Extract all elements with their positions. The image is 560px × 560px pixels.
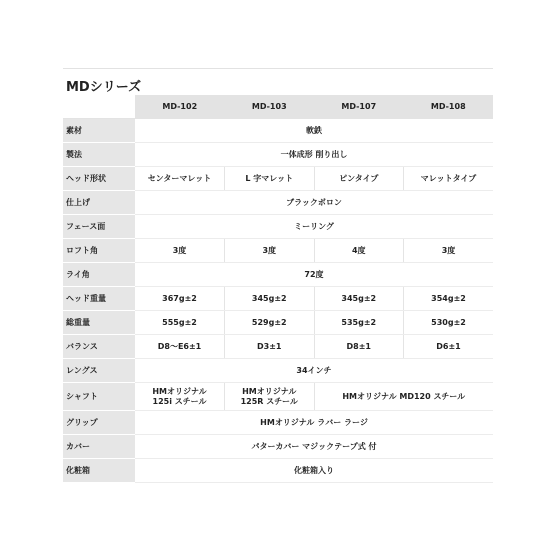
cell-line: 125i スチール (152, 396, 207, 406)
cell-value: パターカバー マジックテープ式 付 (135, 435, 493, 459)
row-label: 素材 (63, 119, 135, 143)
top-divider (63, 68, 493, 69)
row-label: 化粧箱 (63, 459, 135, 483)
cell-value: 3度 (135, 239, 225, 263)
row-label: 仕上げ (63, 191, 135, 215)
table-row (63, 167, 493, 191)
cell-value: 34インチ (135, 359, 493, 383)
table-row (63, 263, 493, 287)
model-header: MD-108 (404, 95, 494, 119)
table-row (63, 239, 493, 263)
row-label: カバー (63, 435, 135, 459)
table-row (63, 215, 493, 239)
row-label: 製法 (63, 143, 135, 167)
table-row (63, 335, 493, 359)
model-header: MD-102 (135, 95, 225, 119)
row-label: シャフト (63, 383, 135, 411)
cell-value: ブラックボロン (135, 191, 493, 215)
cell-value: 367g±2 (135, 287, 225, 311)
table-row (63, 143, 493, 167)
row-label: ロフト角 (63, 239, 135, 263)
cell-value: 72度 (135, 263, 493, 287)
cell-value: D3±1 (225, 335, 315, 359)
cell-value: 529g±2 (225, 311, 315, 335)
table-row (63, 383, 493, 411)
section-title: MDシリーズ (66, 80, 142, 95)
cell-value: ピンタイプ (314, 167, 404, 191)
table-row (63, 191, 493, 215)
cell-value: 一体成形 削り出し (135, 143, 493, 167)
cell-value: 3度 (225, 239, 315, 263)
cell-value: HMオリジナル ラバー ラージ (135, 411, 493, 435)
model-header: MD-103 (225, 95, 315, 119)
cell-value: 535g±2 (314, 311, 404, 335)
table-row (63, 435, 493, 459)
cell-value: 化粧箱入り (135, 459, 493, 483)
cell-value: 530g±2 (404, 311, 494, 335)
cell-value: HMオリジナル MD120 スチール (314, 383, 493, 411)
cell-value: 4度 (314, 239, 404, 263)
cell-value: 354g±2 (404, 287, 494, 311)
cell-value: 345g±2 (314, 287, 404, 311)
cell-value: 軟鉄 (135, 119, 493, 143)
cell-value: センターマレット (135, 167, 225, 191)
row-label: ヘッド重量 (63, 287, 135, 311)
table-row (63, 119, 493, 143)
header-corner (63, 95, 135, 119)
cell-value (135, 383, 225, 411)
table-row (63, 287, 493, 311)
row-label: 総重量 (63, 311, 135, 335)
model-header: MD-107 (314, 95, 404, 119)
table-row (63, 311, 493, 335)
row-label: レングス (63, 359, 135, 383)
spec-table (63, 95, 493, 483)
cell-value (225, 383, 315, 411)
cell-value: 345g±2 (225, 287, 315, 311)
cell-line: HMオリジナル (152, 386, 207, 396)
cell-line: HMオリジナル (242, 386, 297, 396)
cell-value: マレットタイプ (404, 167, 494, 191)
table-row (63, 359, 493, 383)
cell-value: ミーリング (135, 215, 493, 239)
cell-value: L 字マレット (225, 167, 315, 191)
row-label: ヘッド形状 (63, 167, 135, 191)
row-label: グリップ (63, 411, 135, 435)
cell-value: D8±1 (314, 335, 404, 359)
cell-value: D8〜E6±1 (135, 335, 225, 359)
row-label: フェース面 (63, 215, 135, 239)
row-label: ライ角 (63, 263, 135, 287)
cell-value: 3度 (404, 239, 494, 263)
table-row (63, 459, 493, 483)
header-row (63, 95, 493, 119)
row-label: バランス (63, 335, 135, 359)
cell-value: D6±1 (404, 335, 494, 359)
cell-value: 555g±2 (135, 311, 225, 335)
table-row (63, 411, 493, 435)
cell-line: 125R スチール (240, 396, 298, 406)
